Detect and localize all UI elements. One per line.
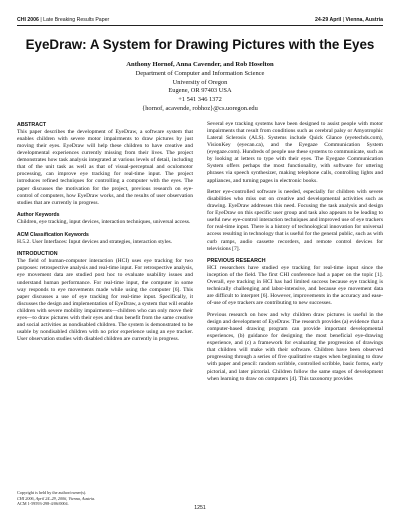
acm-heading: ACM Classification Keywords bbox=[17, 231, 89, 238]
abstract-heading: ABSTRACT bbox=[17, 122, 47, 128]
header-conference: CHI 2006 bbox=[17, 17, 39, 23]
header-left: CHI 2006 | Late Breaking Results Paper bbox=[17, 17, 110, 23]
author-block bbox=[17, 61, 383, 114]
header-date: 24-29 April bbox=[314, 17, 342, 23]
introduction-text: The field of human-computer interaction (HCI) uses eye tracking for two purposes: retrospective analysis and real-time input. For retrospective analysis, eye movement data are studied post hoc to evaluate usability issues and understand human performance. For real-time input, the computer in some way responds to eye movements made while using the computer [6]. This paper discusses a use of eye tracking for real-time input. Specifically, it discusses the design and implementation of EyeDraw, a system that will enable children with severe mobility impairments—children who can only move their eyes—to draw pictures with their eyes and thus benefit from the same creative and social activities as nondisabled children. The system is demonstrated to be usable by nondisabled children with no prior experience using an eye tracker. User observation studies with disabled children are currently in progress. bbox=[17, 258, 193, 342]
paragraph-better-software: Better eye-controlled software is needed, especially for children with severe disabilities who miss out on creative and developmental activities such as drawing. EyeDraw addresses this need. Focusing the task analysis and design for EyeDraw on this specific user group and task also appears to be leading to useful new eye-control interaction techniques and improved use of eye trackers for real-time input. There is a history of technological innovation for universal access resulting in technology that is useful for the general public, such as with curb ramps, audio cassette recorders, and remote control devices for televisions [7]. bbox=[207, 189, 383, 252]
author-city: Eugene, OR 97403 USA bbox=[168, 87, 232, 95]
copyright-line-2: CHI 2006, April 24–29, 2006, Vienna, Austria. bbox=[17, 495, 96, 501]
paragraph-hci-research: HCI researchers have studied eye tracking for real-time input since the inception of the field. The first CHI conference had a paper on the topic [1]. Overall, eye tracking in HCI has had limited success because eye tracking is technically challenging and labor-intensive, and because eye movement data are difficult to interpret [6]. However, improvements in the accuracy and ease-of-use of eye trackers are contributing to new successes. bbox=[207, 265, 383, 307]
acm-text: H.5.2. User Interfaces: Input devices and strategies, interaction styles. bbox=[17, 238, 173, 245]
author-names: Anthony Hornof, Anna Cavender, and Rob Hoselton bbox=[126, 61, 274, 68]
author-email: {hornof, acavende, robhoz}@cs.uoregon.edu bbox=[142, 104, 258, 112]
page-number: 1251 bbox=[194, 505, 206, 511]
header-track: Late Breaking Results Paper bbox=[43, 17, 110, 23]
copyright-line-1: Copyright is held by the author/owner(s). bbox=[17, 490, 87, 495]
author-department: Department of Computer and Information Science bbox=[135, 69, 265, 77]
paragraph-eye-tracking-systems: Several eye tracking systems have been designed to assist people with motor impairments that result from conditions such as cerebral palsy or Amyotrophic Lateral Sclerosis (ALS). Systems include Quick Glance (eyetechds.com), VisionKey (eyecan.ca), and the Eyegaze Communication System (eyegaze.com). Hundreds of people use these systems to communicate, such as by looking at letters to type with their eyes. The Eyegaze Communication System offers perhaps the most functionality, with software for uttering phrases via speech synthesizer, making telephone calls, controlling lights and appliances, and turning pages in electronic books. bbox=[207, 121, 383, 184]
copyright-line-3: ACM 1-59593-298-4/06/0004. bbox=[17, 501, 69, 507]
paper-title: EyeDraw: A System for Drawing Pictures with the Eyes bbox=[25, 37, 375, 52]
keywords-heading: Author Keywords bbox=[17, 212, 60, 219]
header-right: 24-29 April | Vienna, Austria bbox=[314, 17, 383, 23]
author-university: University of Oregon bbox=[172, 78, 228, 86]
author-phone: +1 541 346 1372 bbox=[178, 96, 222, 104]
header-rule bbox=[17, 25, 383, 26]
left-column bbox=[17, 121, 193, 348]
paragraph-children-drawing: Previous research on how and why children draw pictures is useful in the design and development of EyeDraw. The research provides (a) evidence that a computer-based drawing program can provide important developmental experiences, (b) guidance for designing the most beneficial eye-drawing experience, and (c) a framework for evaluating the progression of drawings that children will make with their software. Children have been observed progressing through a series of five qualitative stages when beginning to draw with paper and pencil: random scribble, controlled scribble, basic forms, early pictorial, and later pictorial. Children follow the same stages of development when learning to draw on computers [4]. This taxonomy provides bbox=[207, 312, 383, 382]
right-column bbox=[207, 121, 383, 387]
abstract-text: This paper describes the development of EyeDraw, a software system that enables children with severe motor impairments to draw pictures by just moving their eyes. EyeDraw will help these children to have creative and developmental experiences currently missing from their lives. The project demonstrates how task analysis integrated at various levels of detail, including that of the unit task as well as that of visual-perceptual and oculomotor processing, can improve eye tracking for real-time input. The project introduces refined techniques for controlling a computer with the eyes. The paper discusses the motivation for the project, previous research on eye-control of computers, how EyeDraw works, and the results of user observation studies that are currently in progress. bbox=[17, 129, 193, 206]
header-place: Vienna, Austria bbox=[345, 17, 383, 23]
introduction-heading: INTRODUCTION bbox=[17, 251, 58, 258]
previous-research-heading: PREVIOUS RESEARCH bbox=[207, 258, 266, 265]
keywords-text: Children, eye tracking, input devices, interaction techniques, universal access. bbox=[17, 219, 191, 226]
